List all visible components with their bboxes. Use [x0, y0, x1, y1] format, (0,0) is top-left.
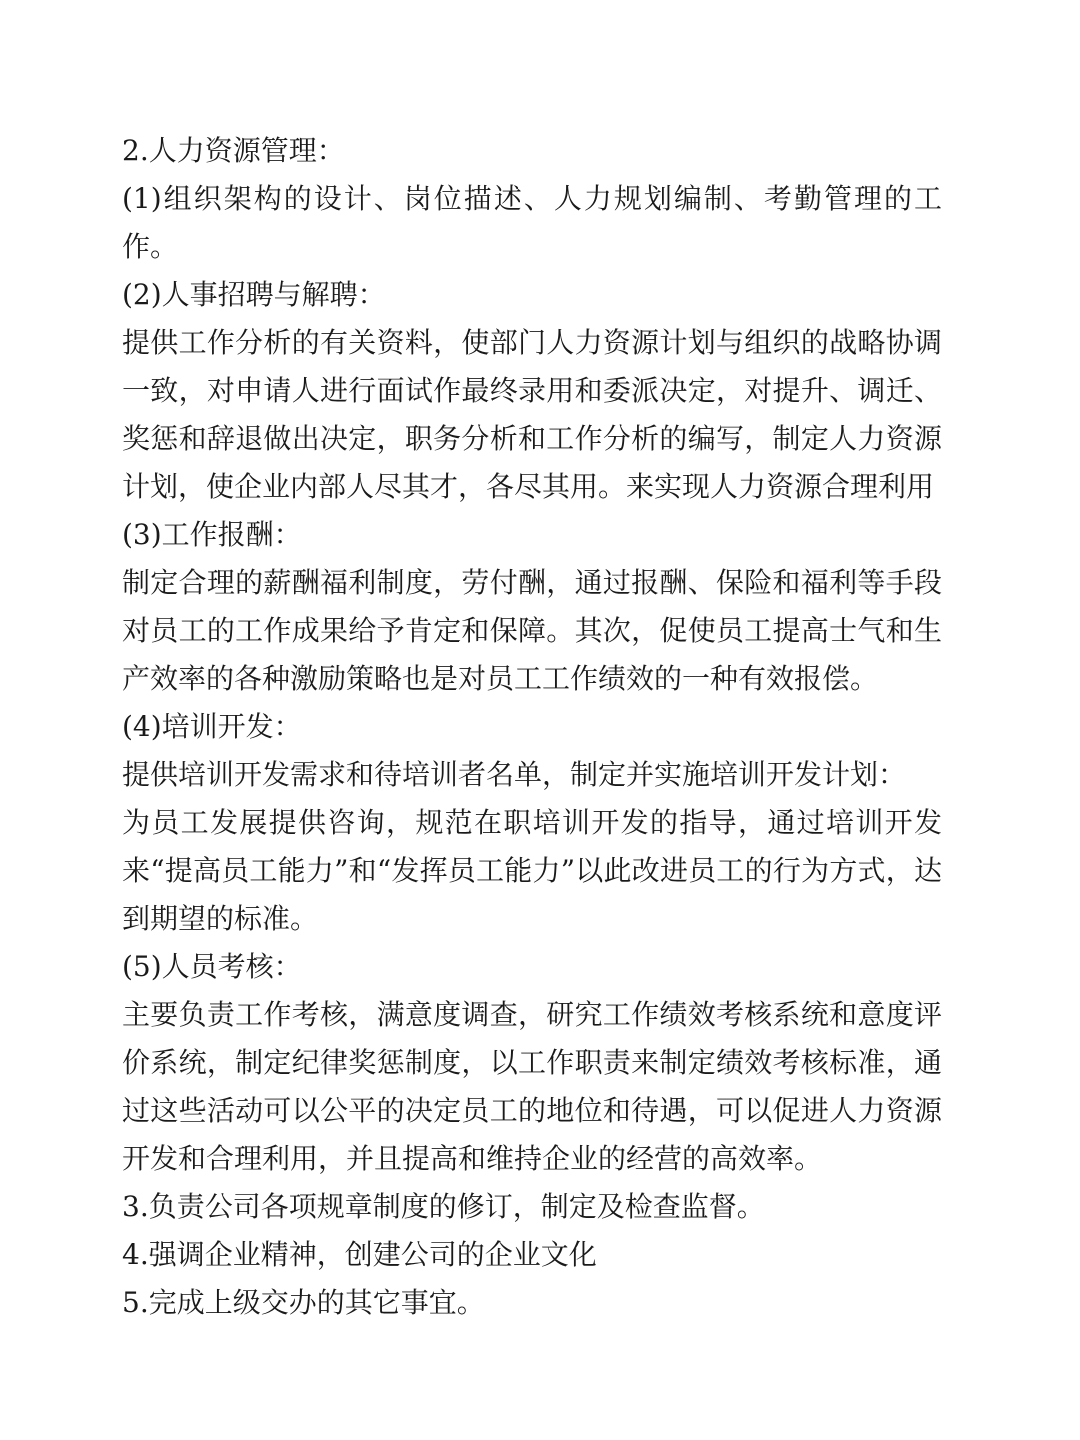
paragraph-recruitment: 提供工作分析的有关资料，使部门人力资源计划与组织的战略协调一致，对申请人进行面试作最终录用和委派决定，对提升、调迁、奖惩和辞退做出决定，职务分析和工作分析的编写，制定人力资源计划，使企业内部人尽其才，各尽其用。来实现人力资源合理利用	[122, 326, 942, 503]
subheading-compensation: (3)工作报酬：	[122, 518, 302, 551]
section-heading-hr-management: 2.人力资源管理：	[122, 134, 345, 167]
paragraph-training-plan: 提供培训开发需求和待培训者名单，制定并实施培训开发计划：	[122, 758, 907, 791]
document-body	[122, 127, 942, 1327]
subheading-assessment: (5)人员考核：	[122, 950, 302, 983]
item-other-tasks: 5.完成上级交办的其它事宜。	[122, 1286, 485, 1319]
subheading-training: (4)培训开发：	[122, 710, 302, 743]
paragraph-compensation: 制定合理的薪酬福利制度，劳付酬，通过报酬、保险和福利等手段对员工的工作成果给予肯定和保障。其次，促使员工提高士气和生产效率的各种激励策略也是对员工工作绩效的一种有效报偿。	[122, 566, 942, 695]
item-corporate-culture: 4.强调企业精神，创建公司的企业文化	[122, 1238, 597, 1271]
item-org-structure: (1)组织架构的设计、岗位描述、人力规划编制、考勤管理的工作。	[122, 182, 942, 263]
paragraph-assessment: 主要负责工作考核，满意度调查，研究工作绩效考核系统和意度评价系统，制定纪律奖惩制度，以工作职责来制定绩效考核标准，通过这些活动可以公平的决定员工的地位和待遇，可以促进人力资源开发和合理利用，并且提高和维持企业的经营的高效率。	[122, 998, 942, 1175]
subheading-recruitment: (2)人事招聘与解聘：	[122, 278, 386, 311]
item-regulations: 3.负责公司各项规章制度的修订，制定及检查监督。	[122, 1190, 765, 1223]
paragraph-training-development: 为员工发展提供咨询，规范在职培训开发的指导，通过培训开发来“提高员工能力”和“发挥员工能力”以此改进员工的行为方式，达到期望的标准。	[122, 806, 942, 935]
